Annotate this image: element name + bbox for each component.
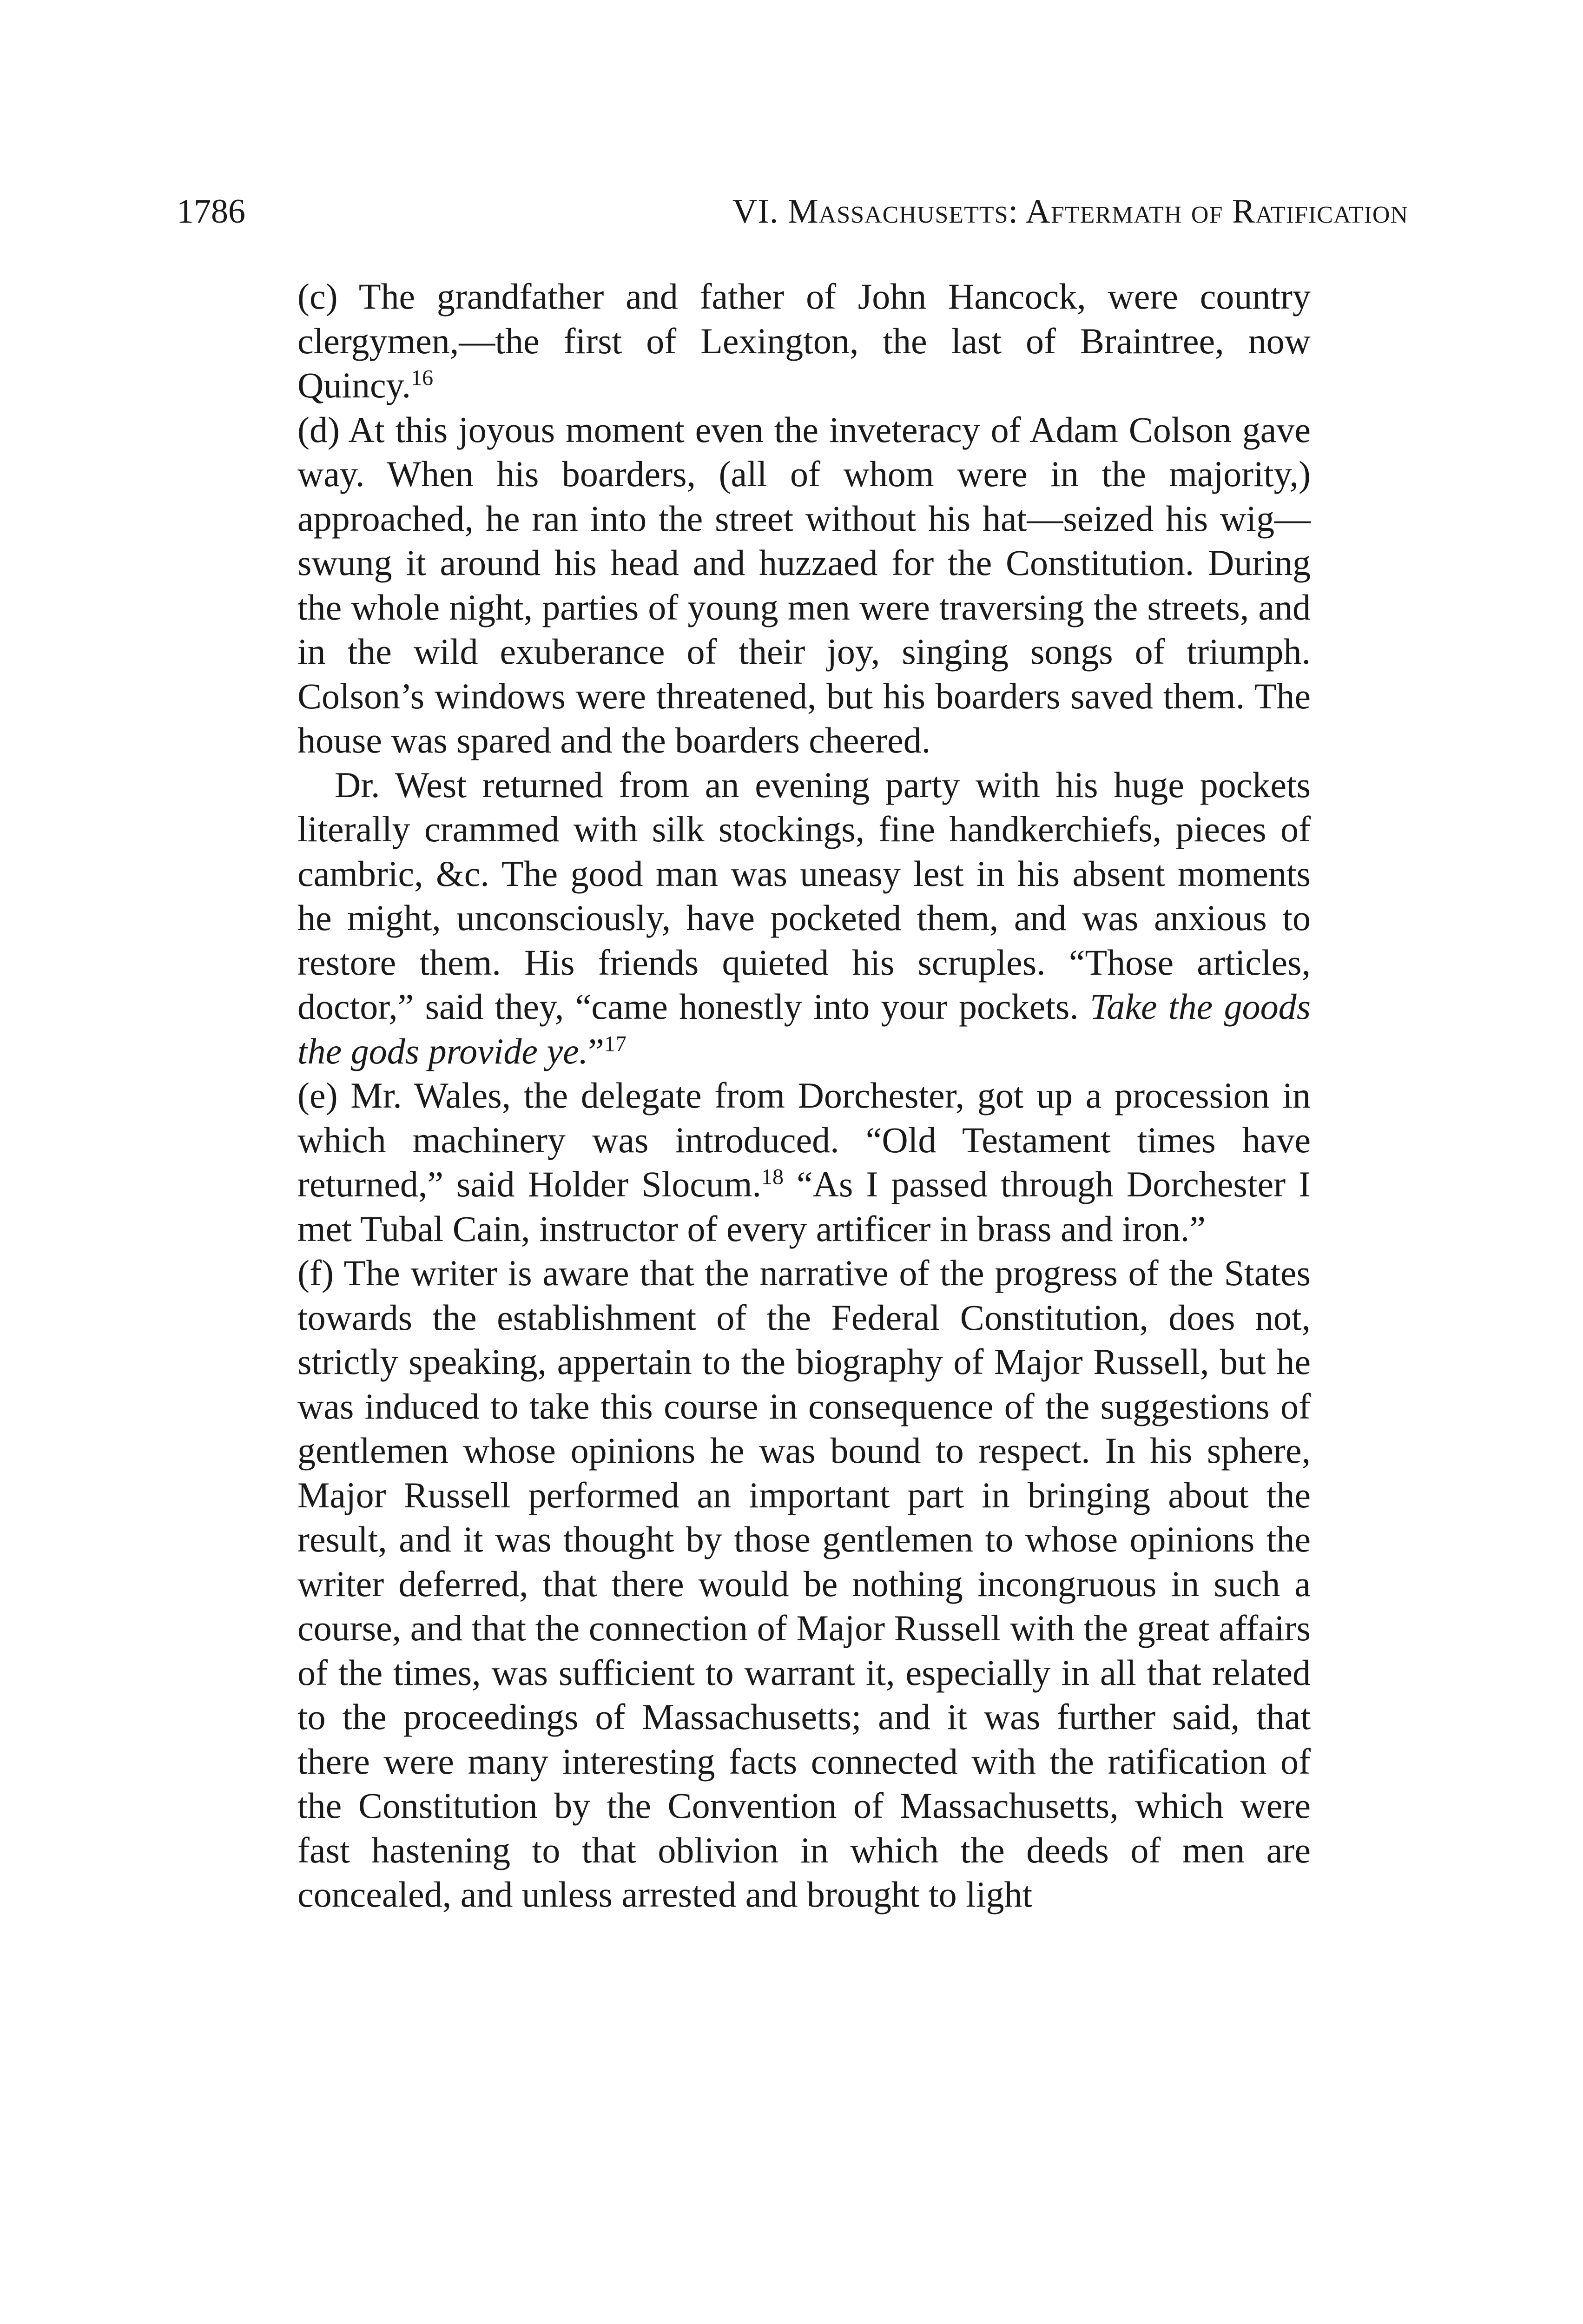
paragraph-f-text: (f) The writer is aware that the narrative of the progress of the States towards the establishment of the Federal Constitution, does not, strictly speaking, appertain to the biography of Major Russell, but he was induced to take this course in consequence of the suggestions of gentlemen whose opinions he was bound to respect. In his sphere, Major Russell performed an important part in bringing about the result, and it was thought by those gentlemen to whose opinions the writer deferred, that there would be nothing incongruous in such a course, and that the connection of Major Russell with the great affairs of the times, was sufficient to warrant it, especially in all that related to the proceedings of Massachusetts; and it was further said, that there were many interesting facts connected with the ratification of the Constitution by the Convention of Massachusetts, which were fast hastening to that oblivion in which the deeds of men are concealed, and unless arrested and brought to light xyxy=(297,1253,1311,1915)
closing-quote: ” xyxy=(588,1030,604,1071)
italic-quotation: Take the goods the gods provide ye. xyxy=(297,986,1311,1071)
body-text xyxy=(297,274,1311,1917)
paragraph-dr-west xyxy=(297,763,1311,1074)
paragraph-dr-west-text: Dr. West returned from an evening party with his huge pockets literally crammed with silk stockings, fine handkerchiefs, pieces of cambric, &c. The good man was uneasy lest in his absent moments he might, unconsciously, have pocketed them, and was anxious to restore them. His friends quieted his scruples. “Those articles, doctor,” said they, “came honestly into your pockets. xyxy=(297,764,1311,1027)
paragraph-c-text: (c) The grandfather and father of John Hancock, were country clergymen,—the first of Lexington, the last of Braintree, now Quincy. xyxy=(297,276,1311,405)
paragraph-c xyxy=(297,274,1311,408)
footnote-ref-16: 16 xyxy=(411,365,434,390)
paragraph-d xyxy=(297,408,1311,763)
paragraph-f xyxy=(297,1251,1311,1917)
page-number: 1786 xyxy=(177,192,245,231)
running-head xyxy=(177,186,1408,237)
footnote-ref-17: 17 xyxy=(604,1031,627,1056)
paragraph-e xyxy=(297,1073,1311,1251)
paragraph-e-text: (e) Mr. Wales, the delegate from Dorchester, got up a procession in which machinery was introduced. “Old Testament times have returned,” said Holder Slocum. xyxy=(297,1075,1311,1204)
paragraph-d-text: (d) At this joyous moment even the inveteracy of Adam Colson gave way. When his boarders, (all of whom were in the majority,) approached, he ran into the street without his hat—seized his wig—swung it around his head and huzzaed for the Constitution. During the whole night, parties of young men were traversing the streets, and in the wild exuberance of their joy, singing songs of triumph. Colson’s windows were threatened, but his boarders saved them. The house was spared and the boarders cheered. xyxy=(297,409,1311,760)
footnote-ref-18: 18 xyxy=(761,1164,784,1189)
running-title: VI. Massachusetts: Aftermath of Ratification xyxy=(732,192,1408,231)
paragraph-e-continuation: “As I passed through Dorchester I met Tubal Cain, instructor of every artificer in brass and iron.” xyxy=(297,1164,1311,1249)
